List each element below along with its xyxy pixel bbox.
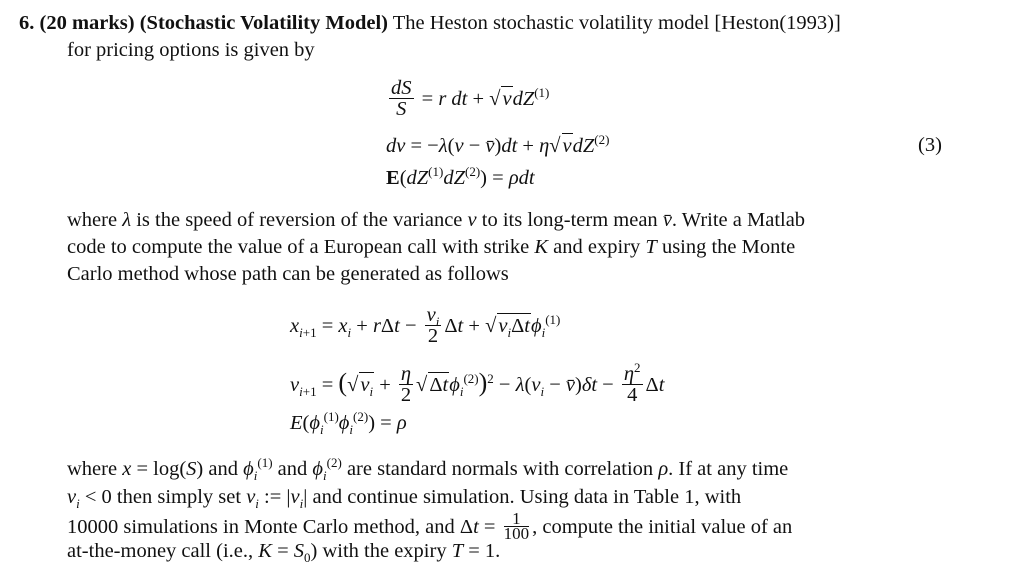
paragraph-3-line-3: 10000 simulations in Monte Carlo method, and Δt = $\frac{1}{100}$ , compute the initial value of an <box>67 509 793 543</box>
equation-v-update: $v_{i+1} = (√v_i$ + $\frac{\eta}{2}$ $√\Delta t\phi_i^{(2)})^2 - \lambda(v_i$ − v̄)δt − $\frac{\eta^2}{4}$ Δt <box>290 360 665 406</box>
equation-phi-correlation: $E(\phi_i^{(1)}\phi_i^{(2)}) = \rho$ <box>290 409 407 438</box>
paragraph-3-line-1: where x = log(S) and $\phi_i^{(1)}$ and $\phi_i^{(2)}$ are standard normals with correlation ρ. If at any time <box>67 455 789 484</box>
paragraph-3-line-4: at-the-money call (i.e., $K = S_0$) with the expiry T = 1. <box>67 540 501 566</box>
problem-title: (Stochastic Volatility Model) <box>139 12 388 34</box>
equation-number: (3) <box>918 134 942 156</box>
equation-x-update: $x_{i+1} = x_i + r\Delta t$ − $\frac{v_i}{2}$ $\Delta t + √v_i\Delta t\phi_i^{(1)}$ <box>290 304 561 347</box>
problem-marks: (20 marks) <box>39 12 135 34</box>
problem-number: 6. <box>19 12 35 34</box>
intro-text-1: The Heston stochastic volatility model [Heston(1993)] <box>392 12 841 34</box>
paragraph-2-line-3: Carlo method whose path can be generated as follows <box>67 263 509 285</box>
problem-header <box>19 11 841 35</box>
paragraph-3-line-2: $v_i < 0$ then simply set $v_i$ := $|v_i|$ and continue simulation. Using data in Table 1, with <box>67 486 742 512</box>
equation-correlation: $E(dZ^{(1)}dZ^{(2)}) = \rho dt$ <box>386 164 535 189</box>
equation-ds: $\frac{dS}{S}$ = r dt + √vdZ$^{(1)}$ <box>391 77 550 120</box>
intro-text-2: for pricing options is given by <box>67 39 315 61</box>
intro-line-2 <box>67 38 315 62</box>
equation-dv: dv = −λ(v − v̄)dt + η√vdZ$^{(2)}$ <box>386 132 610 157</box>
paragraph-2-line-2: code to compute the value of a European call with strike K and expiry T using the Monte <box>67 236 796 258</box>
paragraph-2-line-1: where λ is the speed of reversion of the variance v to its long-term mean v̄. Write a Matlab <box>67 209 806 231</box>
